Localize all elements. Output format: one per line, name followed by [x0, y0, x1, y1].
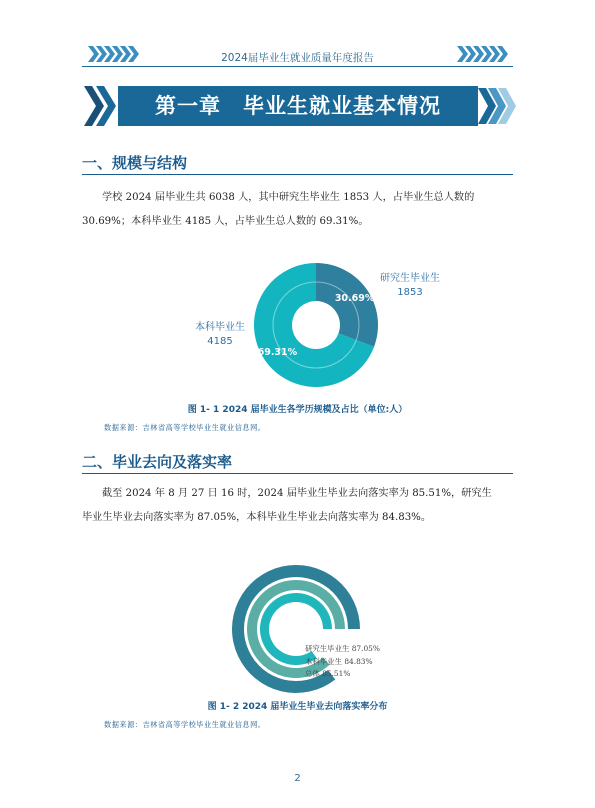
section-title-destination-rate: 二、毕业去向及落实率 — [82, 453, 233, 471]
report-header-title: 2024届毕业生就业质量年度报告 — [221, 52, 374, 64]
radial-label-undergraduate-name: 本科毕业生 — [305, 656, 342, 666]
label-undergraduate — [170, 321, 270, 349]
paragraph-destination-rate — [82, 482, 513, 530]
radial-label-graduate — [305, 643, 380, 656]
radial-chart-labels — [305, 643, 380, 681]
radial-label-undergraduate — [305, 656, 380, 669]
chapter-title: 第一章 毕业生就业基本情况 — [155, 93, 441, 118]
donut-percent-label-undergraduate: 69.31% — [257, 346, 298, 358]
figure-1-source: 数据来源：吉林省高等学校毕业生就业信息网。 — [104, 423, 266, 432]
figure-2-caption: 图 1- 2 2024 届毕业生毕业去向落实率分布 — [207, 702, 388, 712]
radial-label-graduate-name: 研究生毕业生 — [305, 644, 350, 653]
radial-label-graduate-value: 87.05% — [351, 644, 380, 653]
radial-label-undergraduate-value: 84.83% — [344, 656, 373, 666]
banner-right-arrows — [478, 88, 524, 124]
paragraph-line: 毕业生毕业去向落实率为 87.05%，本科毕业生毕业去向落实率为 84.83%。 — [82, 512, 432, 523]
label-graduate — [360, 272, 460, 300]
paragraph-line: 30.69%；本科毕业生 4185 人，占毕业生总人数的 69.31%。 — [82, 216, 369, 227]
paragraph-scale-structure — [82, 186, 513, 234]
radial-label-overall-value: 85.51% — [322, 669, 351, 678]
label-graduate-name: 研究生毕业生 — [380, 273, 440, 284]
page-number: 2 — [294, 773, 301, 784]
paragraph-line: 截至 2024 年 8 月 27 日 16 时，2024 届毕业生毕业去向落实率为 85.51%，研究生 — [102, 488, 492, 499]
radial-label-overall — [305, 668, 380, 681]
label-undergraduate-value: 4185 — [207, 336, 233, 347]
figure-2-source: 数据来源：吉林省高等学校毕业生就业信息网。 — [104, 720, 266, 729]
banner-left-arrows — [84, 86, 120, 126]
donut-percent-label-graduate: 30.69% — [334, 293, 375, 305]
section-divider — [82, 473, 513, 474]
radial-label-overall-name: 总体 — [305, 669, 320, 678]
header-divider — [82, 66, 513, 67]
figure-1-caption: 图 1- 1 2024 届毕业生各学历规模及占比（单位:人） — [187, 405, 408, 415]
section-title-scale-structure: 一、规模与结构 — [82, 154, 188, 172]
paragraph-line: 学校 2024 届毕业生共 6038 人，其中研究生毕业生 1853 人，占毕业生总人数的 — [102, 192, 475, 203]
right-chevron-decoration — [448, 46, 508, 62]
label-graduate-value: 1853 — [397, 287, 423, 298]
section-divider — [82, 174, 513, 175]
label-undergraduate-name: 本科毕业生 — [195, 322, 245, 333]
